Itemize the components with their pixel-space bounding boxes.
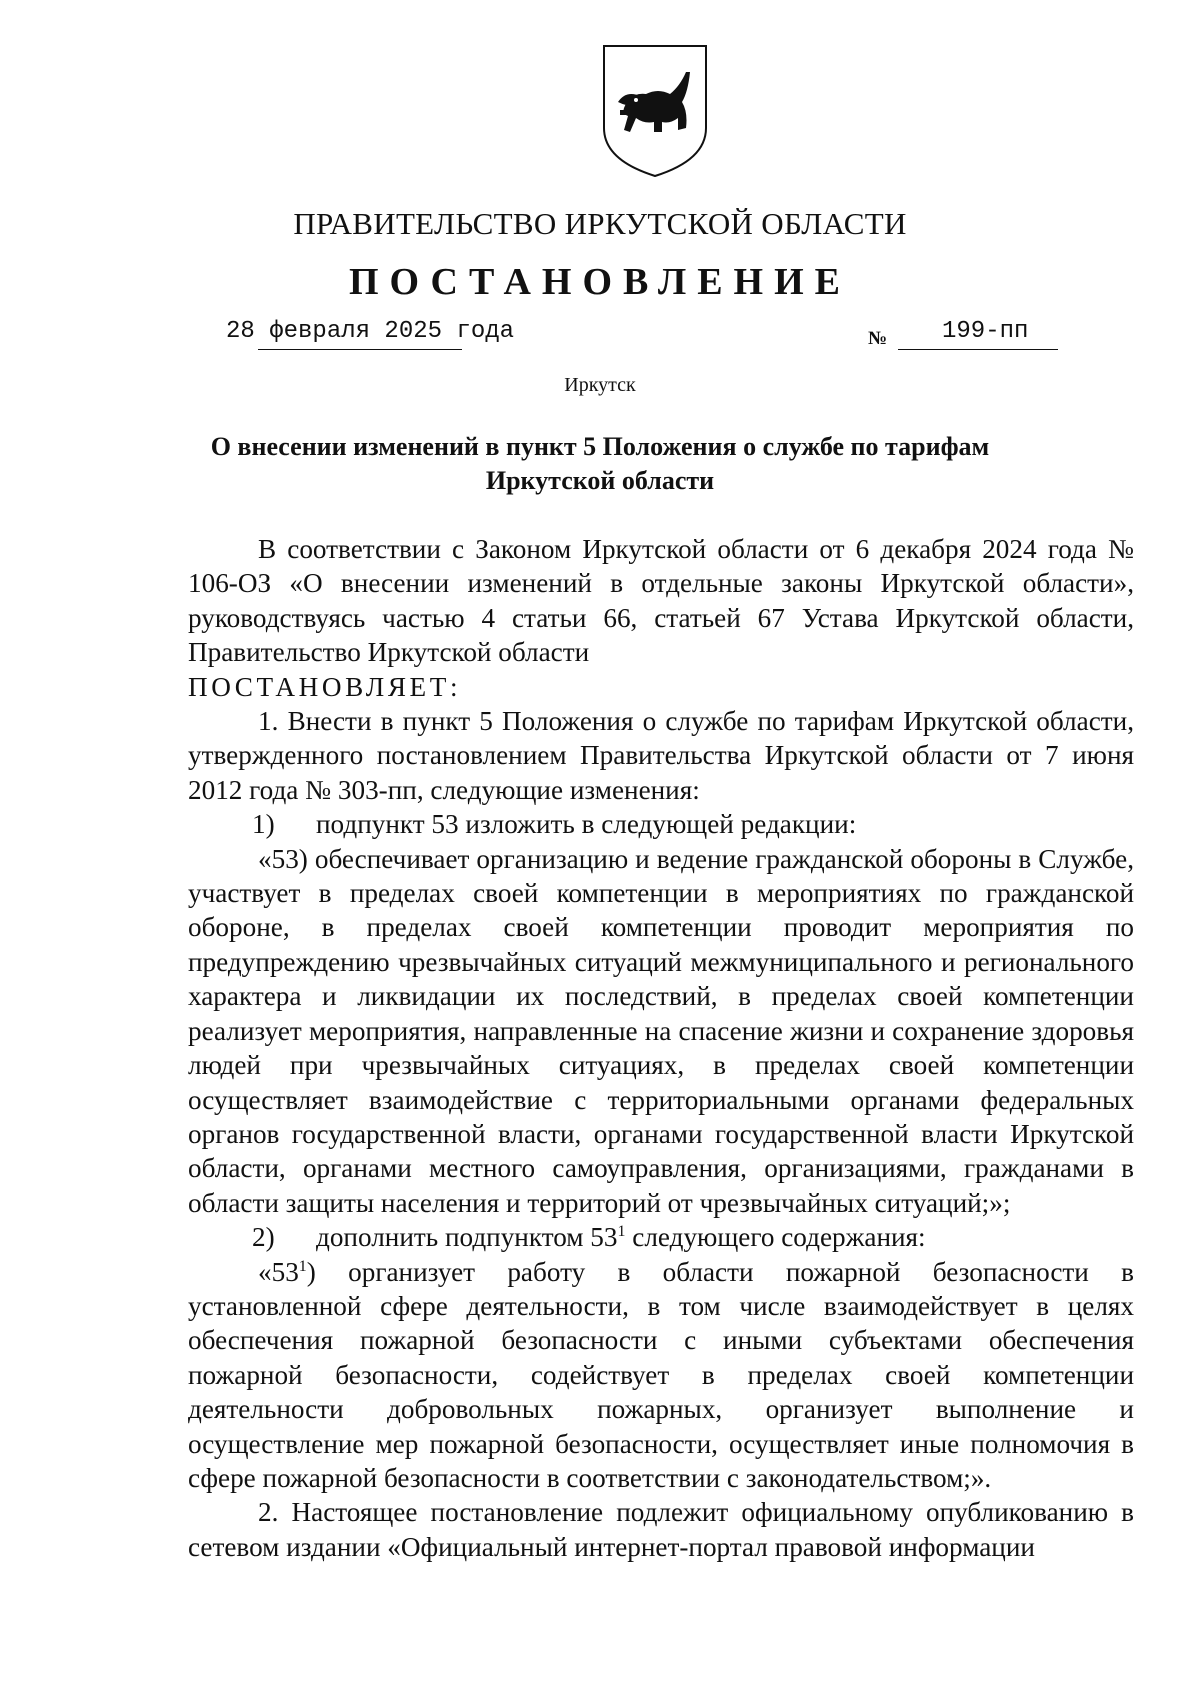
number-underline — [898, 349, 1058, 350]
subitem-2-text-post: следующего содержания: — [625, 1222, 926, 1253]
document-number: 199-пп — [942, 318, 1029, 345]
quote-53-1-open: «53 — [258, 1256, 299, 1287]
subitem-2-text-pre: дополнить подпунктом 53 — [316, 1222, 618, 1253]
item-1-paragraph: 1. Внести в пункт 5 Положения о службе по тарифам Иркутской области, утвержденного постановлением Правительства Иркутской области от 7 июня 2012 года № 303-пп, следующие изменения: — [188, 706, 1134, 805]
quote-53-1-superscript: 1 — [298, 1257, 307, 1275]
preamble-paragraph: В соответствии с Законом Иркутской области от 6 декабря 2024 года № 106-ОЗ «О внесении изменений в отдельные законы Иркутской области», руководствуясь частью 4 статьи 66, статьей 67 Устава Иркутской области, Правительство Иркутской области — [188, 534, 1134, 668]
subject-line-2: Иркутской области — [485, 466, 715, 495]
government-name: ПРАВИТЕЛЬСТВО ИРКУТСКОЙ ОБЛАСТИ — [293, 206, 907, 241]
city-name: Иркутск — [564, 374, 636, 396]
subitem-1-number: 1) — [252, 809, 275, 840]
subject-line-1: О внесении изменений в пункт 5 Положения о службе по тарифам — [210, 432, 990, 461]
subitem-1-text: подпункт 53 изложить в следующей редакции: — [316, 809, 857, 840]
item-2-paragraph: 2. Настоящее постановление подлежит официальному опубликованию в сетевом издании «Официальный интернет-портал правовой информации — [188, 1497, 1134, 1562]
resolves-heading: ПОСТАНОВЛЯЕТ: — [188, 671, 462, 702]
document-subject — [180, 430, 1020, 498]
subitem-2-paragraph — [188, 1220, 1134, 1254]
subitem-1-paragraph — [188, 807, 1134, 841]
coat-of-arms-icon — [600, 42, 710, 182]
date-underline — [258, 349, 462, 350]
document-body — [188, 532, 1134, 1564]
number-sign: № — [868, 328, 888, 349]
quote-53-1-paragraph — [188, 1255, 1134, 1496]
subitem-2-number: 2) — [252, 1222, 275, 1253]
subitem-2-superscript: 1 — [617, 1223, 626, 1241]
document-date: 28 февраля 2025 года — [226, 318, 515, 345]
quote-53-1-text: ) организует работу в области пожарной безопасности в установленной сфере деятельности, в том числе взаимодействует в целях обеспечения пожарной безопасности с иными субъектами обеспечения пожарной безопасности, содействует в пределах своей компетенции деятельности добровольных пожарных, организует выполнение и осуществление мер пожарной безопасности, осуществляет иные полномочия в сфере пожарной безопасности в соответствии с законодательством;». — [188, 1256, 1134, 1493]
quote-53-paragraph: «53) обеспечивает организацию и ведение гражданской обороны в Службе, участвует в пределах своей компетенции в мероприятиях по гражданской обороне, в пределах своей компетенции проводит мероприятия по предупреждению чрезвычайных ситуаций межмуниципального и регионального характера и ликвидации их последствий, в пределах своей компетенции реализует мероприятия, направленные на спасение жизни и сохранение здоровья людей при чрезвычайных ситуациях, в пределах своей компетенции осуществляет взаимодействие с территориальными органами федеральных органов государственной власти, органами государственной власти Иркутской области, органами местного самоуправления, организациями, гражданами в области защиты населения и территорий от чрезвычайных ситуаций;»; — [188, 843, 1134, 1218]
document-type-title: ПОСТАНОВЛЕНИЕ — [348, 261, 852, 303]
